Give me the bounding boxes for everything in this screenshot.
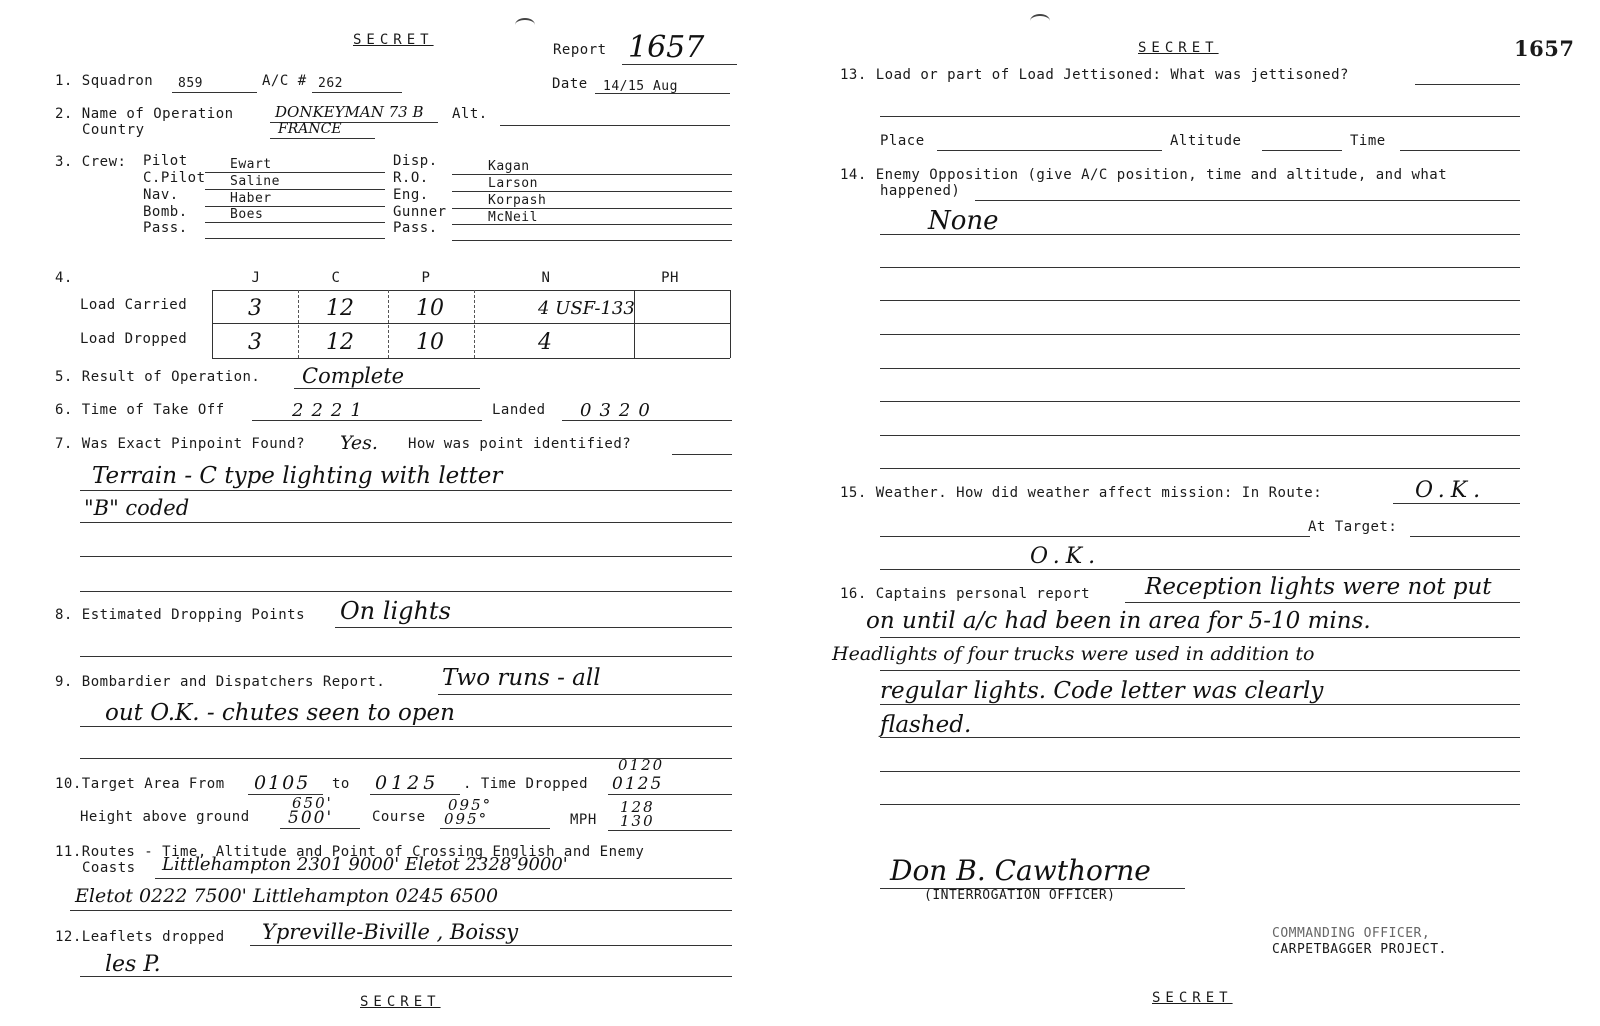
load-dropped-p: 10 xyxy=(416,330,444,355)
crew-role: R.O. xyxy=(393,170,429,186)
mph-label: MPH xyxy=(570,812,597,828)
crew-name: Boes xyxy=(230,207,264,222)
target-to-label: to xyxy=(332,776,350,792)
country-value: FRANCE xyxy=(278,121,342,137)
weather-target-value: O.K. xyxy=(1030,544,1102,569)
commanding-officer-label: COMMANDING OFFICER, xyxy=(1272,926,1431,941)
load-column-header: N xyxy=(541,270,551,286)
punch-hole-mark xyxy=(515,18,535,32)
leaflets-line-1: Ypreville-Biville , Boissy xyxy=(262,920,519,944)
dropping-points-value: On lights xyxy=(340,597,451,625)
load-carried-j: 3 xyxy=(248,296,262,321)
load-carried-c: 12 xyxy=(326,296,354,321)
coasts-label: Coasts xyxy=(82,860,136,876)
height-2: 500' xyxy=(288,808,334,828)
weather-label: 15. Weather. How did weather affect mission: In Route: xyxy=(840,485,1323,501)
crew-role: Pilot xyxy=(143,153,188,169)
load-row-label: Load Dropped xyxy=(80,331,188,347)
leaflets-label: 12.Leaflets dropped xyxy=(55,929,225,945)
crew-role: Gunner xyxy=(393,204,447,220)
left-header: SECRET xyxy=(353,32,434,48)
carpetbagger-project-label: CARPETBAGGER PROJECT. xyxy=(1272,942,1447,957)
result-label: 5. Result of Operation. xyxy=(55,369,261,385)
crew-role: C.Pilot xyxy=(143,170,206,186)
jettisoned-place-label: Place xyxy=(880,133,925,149)
pinpoint-how-label: How was point identified? xyxy=(408,436,632,452)
bombardier-label: 9. Bombardier and Dispatchers Report. xyxy=(55,674,386,690)
crew-name: Korpash xyxy=(488,193,547,208)
landed-value: 0320 xyxy=(580,400,658,421)
crew-name: Larson xyxy=(488,176,538,191)
punch-hole-mark xyxy=(1030,14,1050,28)
captains-report-line-2: on until a/c had been in area for 5-10 mins. xyxy=(866,608,1371,634)
pinpoint-answer-2: "B" coded xyxy=(84,496,190,520)
enemy-opposition-label: 14. Enemy Opposition (give A/C position, time and altitude, and what xyxy=(840,167,1448,183)
load-dropped-j: 3 xyxy=(248,330,262,355)
interrogation-officer-label: (INTERROGATION OFFICER) xyxy=(924,888,1116,903)
crew-label: 3. Crew: xyxy=(55,154,127,170)
captains-report-line-1: Reception lights were not put xyxy=(1145,574,1492,600)
captains-report-line-4: regular lights. Code letter was clearly xyxy=(880,678,1324,704)
crew-role: Nav. xyxy=(143,187,179,203)
crew-role: Eng. xyxy=(393,187,429,203)
course-label: Course xyxy=(372,809,426,825)
crew-role: Disp. xyxy=(393,153,438,169)
course-1: 095° xyxy=(448,796,493,814)
ac-value: 262 xyxy=(318,76,343,91)
operation-value: DONKEYMAN 73 B xyxy=(275,103,424,121)
date-label: Date xyxy=(552,76,588,92)
load-column-header: C xyxy=(331,270,341,286)
height-label: Height above ground xyxy=(80,809,250,825)
load-section-label: 4. xyxy=(55,270,73,286)
crew-role: Bomb. xyxy=(143,204,188,220)
pinpoint-answer-1: Terrain - C type lighting with letter xyxy=(92,463,503,489)
routes-label: 11.Routes - Time, Altitude and Point of Crossing English and Enemy xyxy=(55,844,645,860)
crew-name: Kagan xyxy=(488,159,530,174)
load-dropped-c: 12 xyxy=(326,330,354,355)
target-from: 0105 xyxy=(254,772,311,794)
report-label: Report xyxy=(553,42,607,58)
crew-name: McNeil xyxy=(488,210,538,225)
squadron-label: 1. Squadron xyxy=(55,73,154,89)
enemy-opposition-value: None xyxy=(928,206,999,236)
course-2: 095° xyxy=(444,810,489,828)
right-header: SECRET xyxy=(1138,40,1219,56)
crew-role: Pass. xyxy=(393,220,438,236)
dropping-points-label: 8. Estimated Dropping Points xyxy=(55,607,306,623)
takeoff-label: 6. Time of Take Off xyxy=(55,402,225,418)
jettisoned-altitude-label: Altitude xyxy=(1170,133,1242,149)
captains-report-label: 16. Captains personal report xyxy=(840,586,1091,602)
load-carried-n: 4 USF-133 xyxy=(538,298,635,319)
captains-report-line-3: Headlights of four trucks were used in addition to xyxy=(832,643,1315,665)
takeoff-value: 2221 xyxy=(292,400,370,421)
crew-role: Pass. xyxy=(143,220,188,236)
weather-target-label: At Target: xyxy=(1308,519,1398,535)
captains-report-line-5: flashed. xyxy=(880,712,972,738)
load-row-label: Load Carried xyxy=(80,297,188,313)
alt-label: Alt. xyxy=(452,106,488,122)
interrogation-officer-signature: Don B. Cawthorne xyxy=(890,854,1151,887)
target-area-label: 10.Target Area From xyxy=(55,776,225,792)
bombardier-line-1: Two runs - all xyxy=(442,665,601,691)
load-carried-p: 10 xyxy=(416,296,444,321)
leaflets-line-2: les P. xyxy=(105,952,161,977)
routes-line-1: Littlehampton 2301 9000' Eletot 2328 9000' xyxy=(162,854,568,875)
jettisoned-time-label: Time xyxy=(1350,133,1386,149)
ac-label: A/C # xyxy=(262,73,307,89)
squadron-value: 859 xyxy=(178,76,203,91)
height-1: 650' xyxy=(292,794,333,812)
routes-line-2: Eletot 0222 7500' Littlehampton 0245 6500 xyxy=(75,885,499,907)
crew-name: Saline xyxy=(230,174,280,189)
load-column-header: PH xyxy=(661,270,679,286)
weather-route-value: O.K. xyxy=(1415,478,1487,503)
time-dropped-label: . Time Dropped xyxy=(463,776,589,792)
pinpoint-found: Yes. xyxy=(340,432,378,454)
jettisoned-label: 13. Load or part of Load Jettisoned: What was jettisoned? xyxy=(840,67,1349,83)
crew-name: Haber xyxy=(230,191,272,206)
date-value: 14/15 Aug xyxy=(603,79,678,94)
load-column-header: J xyxy=(251,270,261,286)
crew-name: Ewart xyxy=(230,157,272,172)
pinpoint-label: 7. Was Exact Pinpoint Found? xyxy=(55,436,306,452)
mph-1: 128 xyxy=(620,798,655,816)
right-report-number: 1657 xyxy=(1514,36,1575,61)
operation-label: 2. Name of Operation xyxy=(55,106,234,122)
landed-label: Landed xyxy=(492,402,546,418)
target-to: 0125 xyxy=(375,772,440,794)
mph-2: 130 xyxy=(620,812,655,830)
bombardier-line-2: out O.K. - chutes seen to open xyxy=(105,700,455,726)
enemy-opposition-label-2: happened) xyxy=(880,183,961,199)
load-column-header: P xyxy=(421,270,431,286)
report-number: 1657 xyxy=(628,30,705,65)
right-footer: SECRET xyxy=(1152,990,1233,1006)
time-dropped-1: 0120 xyxy=(618,756,665,774)
time-dropped-2: 0125 xyxy=(612,774,664,794)
result-value: Complete xyxy=(302,364,405,388)
load-dropped-n: 4 xyxy=(538,330,552,355)
left-footer: SECRET xyxy=(360,994,441,1010)
country-label: Country xyxy=(82,122,145,138)
